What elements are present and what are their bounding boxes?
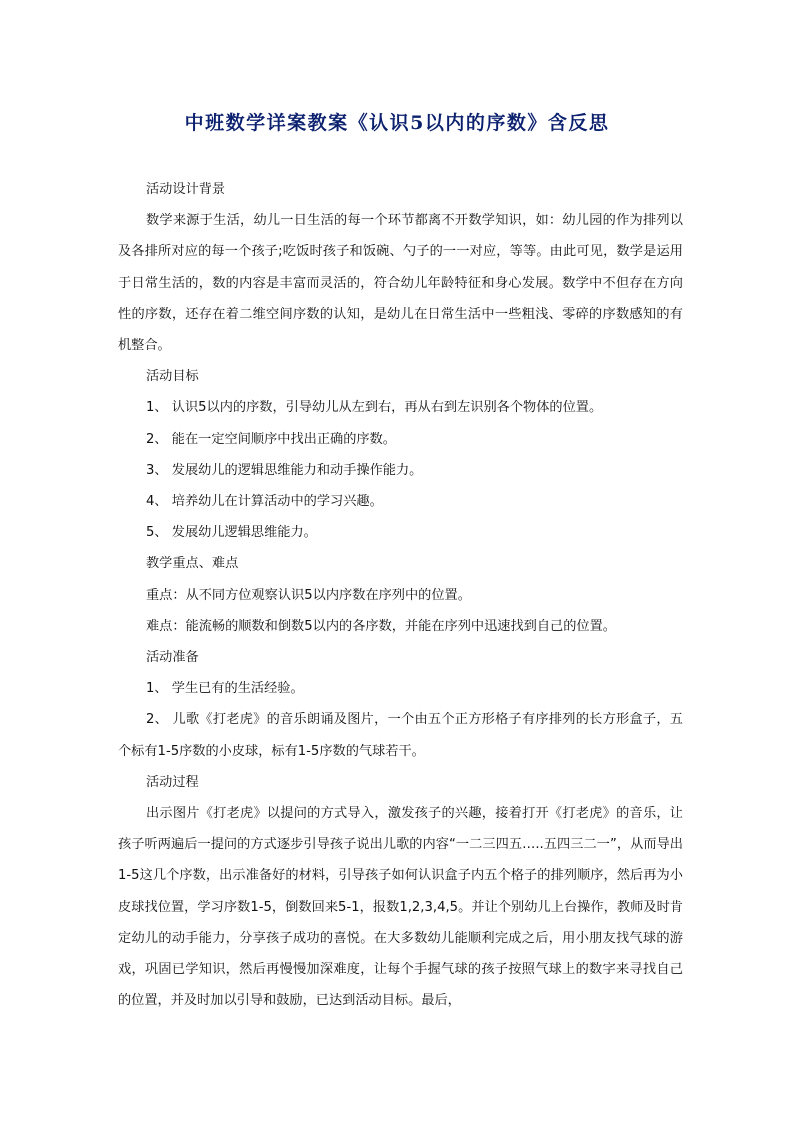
section-heading-preparation: 活动准备 xyxy=(146,650,199,666)
difficult-point: 难点：能流畅的顺数和倒数5以内的各序数，并能在序列中迅速找到自己的位置。 xyxy=(146,618,616,634)
goal-item: 3、 发展幼儿的逻辑思维能力和动手操作能力。 xyxy=(146,462,423,478)
key-point: 重点：从不同方位观察认识5以内序数在序列中的位置。 xyxy=(146,587,471,603)
section-heading-keypoints: 教学重点、难点 xyxy=(146,556,239,572)
goal-item: 2、 能在一定空间顺序中找出正确的序数。 xyxy=(146,431,396,447)
document-body xyxy=(118,174,683,1016)
prep-item: 2、 儿歌《打老虎》的音乐朗诵及图片，一个由五个正方形格子有序排列的长方形盒子，五个标有1-5序数的小皮球，标有1-5序数的气球若干。 xyxy=(118,712,683,759)
document-title: 中班数学详案教案《认识5以内的序数》含反思 xyxy=(184,112,610,134)
section-heading-process: 活动过程 xyxy=(146,774,199,790)
section-heading-background: 活动设计背景 xyxy=(146,182,226,197)
goal-item: 5、 发展幼儿逻辑思维能力。 xyxy=(146,525,317,541)
background-paragraph: 数学来源于生活，幼儿一日生活的每一个环节都离不开数学知识，如：幼儿园的作为排列以及各排所对应的每一个孩子;吃饭时孩子和饭碗、勺子的一一对应，等等。由此可见，数学是运用于日常生活的，数的内容是丰富而灵活的，符合幼儿年龄特征和身心发展。数学中不但存在方向性的序数，还存在着二维空间序数的认知，是幼儿在日常生活中一些粗浅、零碎的序数感知的有机整合。 xyxy=(118,213,683,354)
goal-item: 4、 培养幼儿在计算活动中的学习兴趣。 xyxy=(146,494,383,510)
process-paragraph: 出示图片《打老虎》以提问的方式导入，激发孩子的兴趣，接着打开《打老虎》的音乐，让孩子听两遍后一提问的方式逐步引导孩子说出儿歌的内容“一二三四五…..五四三二一”，从而导出1-5这几个序数，出示准备好的材料，引导孩子如何认识盒子内五个格子的排列顺序，然后再为小皮球找位置，学习序数1-5，倒数回来5-1，报数1,2,3,4,5。并让个别幼儿上台操作，教师及时肯定幼儿的动手能力，分享孩子成功的喜悦。在大多数幼儿能顺利完成之后，用小朋友找气球的游戏，巩固已学知识，然后再慢慢加深难度，让每个手握气球的孩子按照气球上的数字来寻找自己的位置，并及时加以引导和鼓励，已达到活动目标。最后， xyxy=(118,806,683,1009)
section-heading-goals: 活动目标 xyxy=(146,369,199,385)
goal-item: 1、 认识5以内的序数，引导幼儿从左到右，再从右到左识别各个物体的位置。 xyxy=(146,400,603,416)
prep-item: 1、 学生已有的生活经验。 xyxy=(146,681,304,697)
